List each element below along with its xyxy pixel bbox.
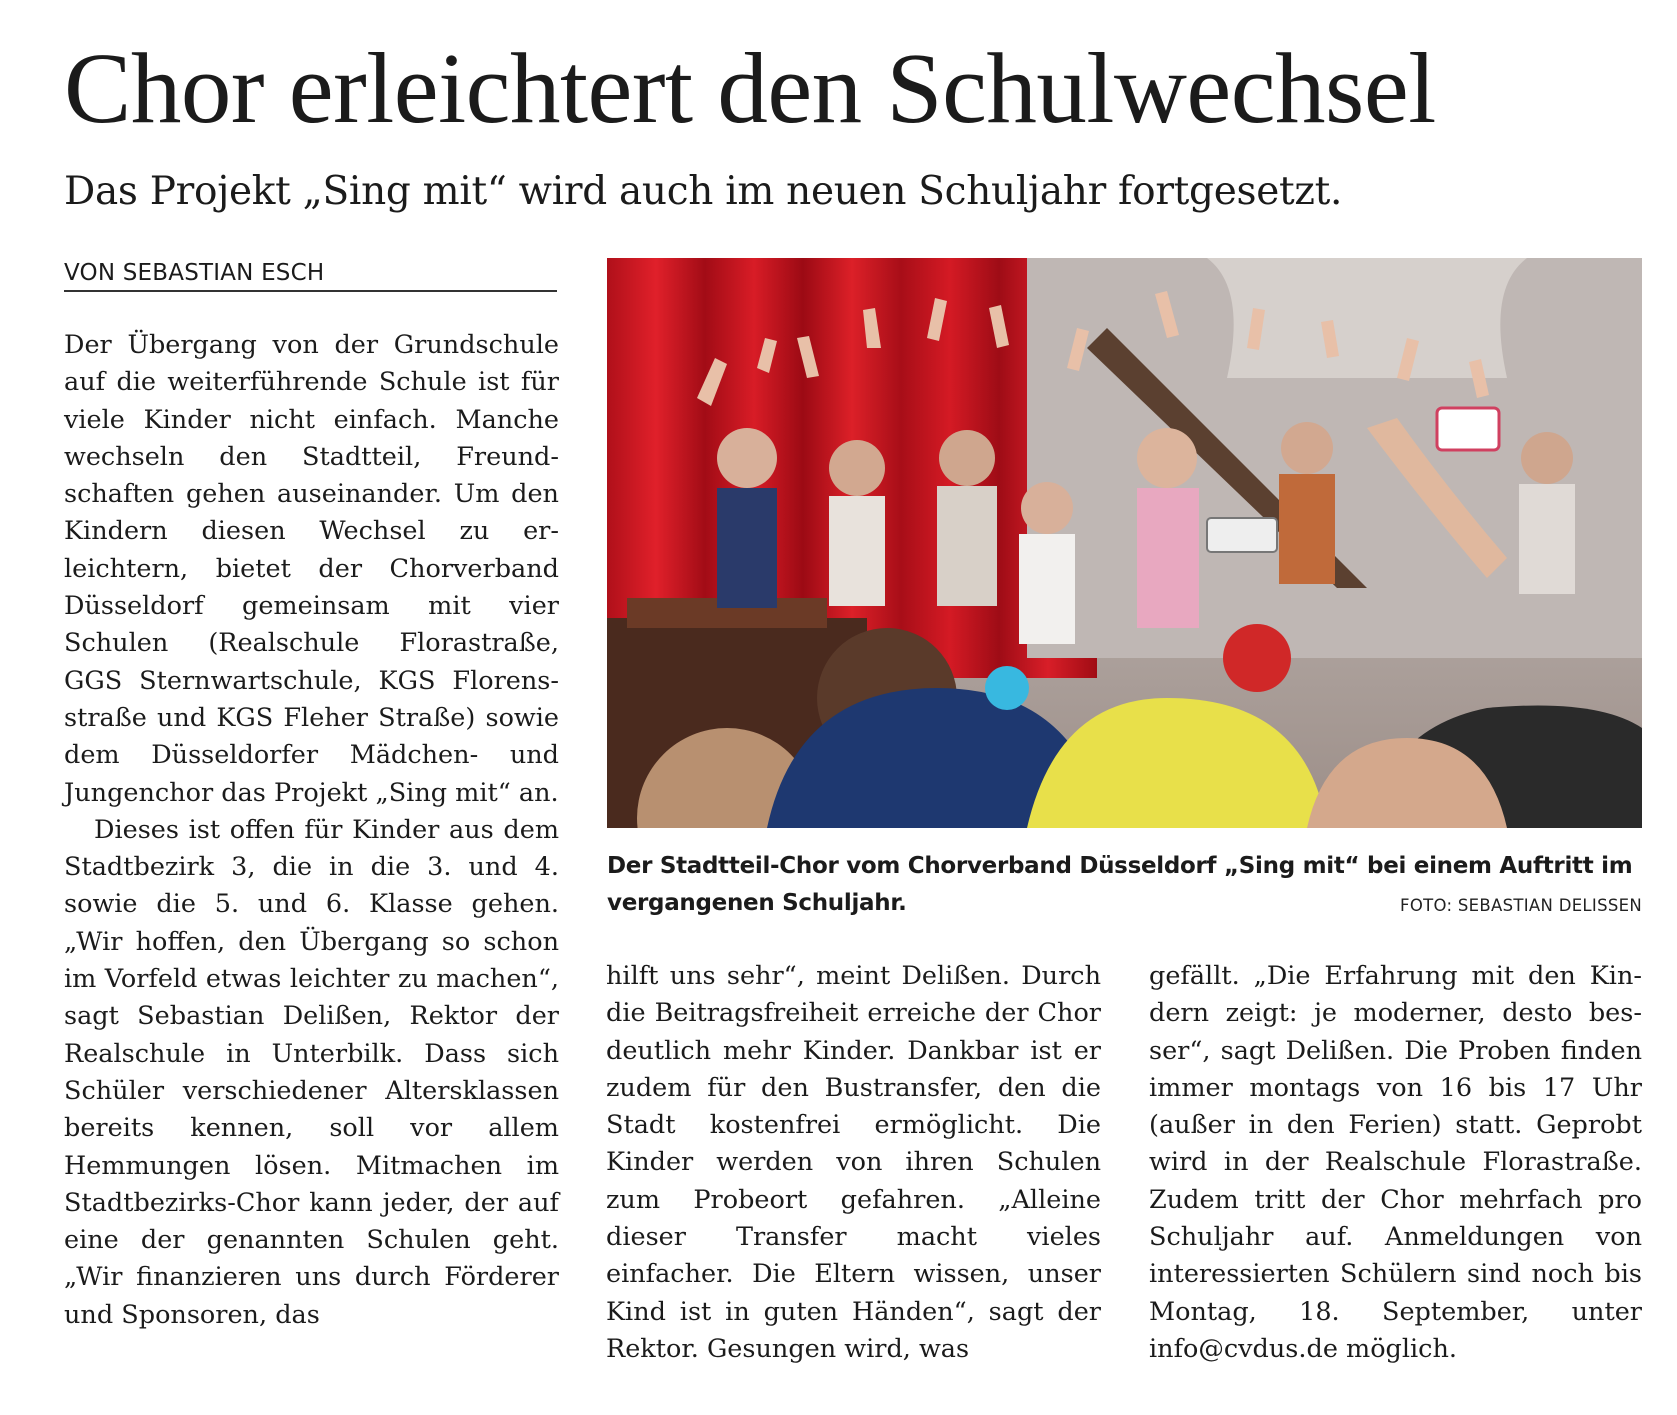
text-column-2 bbox=[606, 958, 1101, 1368]
photo-credit: FOTO: SEBASTIAN DELISSEN bbox=[1400, 896, 1642, 915]
choir-photo bbox=[607, 258, 1642, 828]
photo-caption-line-1: Der Stadtteil-Chor vom Chorverband Düsseldorf „Sing mit“ bei einem Auftritt im bbox=[607, 853, 1633, 879]
paragraph-intro: Der Übergang von der Grundschule auf die weiterführende Schule ist für viele Kinder nicht einfach. Manche wechseln den Stadtteil, Freundschaften gehen auseinander. Um den Kindern diesen Wechsel zu erleichtern, bietet der Chorverband Düsseldorf gemeinsam mit vier Schulen (Realschule Florastraße, GGS Sternwartschule, KGS Florensstraße und KGS Fleher Straße) sowie dem Düsseldorfer Mädchen- und Jungenchor das Projekt „Sing mit“ an. bbox=[64, 330, 559, 808]
paragraph-continued: hilft uns sehr“, meint Delißen. Durch die Beitragsfreiheit erreiche der Chor deutlich mehr Kinder. Dankbar ist er zudem für den Bustransfer, den die Stadt kostenfrei ermöglicht. Die Kinder werden von ihren Schulen zum Probeort gefahren. „Alleine dieser Transfer macht vieles einfacher. Die Eltern wissen, unser Kind ist in guten Händen“, sagt der Rektor. Gesungen wird, was bbox=[606, 961, 1101, 1364]
photo-caption-line-2: vergangenen Schuljahr. bbox=[607, 890, 907, 916]
choir-photo-illustration bbox=[607, 258, 1642, 828]
text-column-1 bbox=[64, 327, 559, 1334]
paragraph-closing: gefällt. „Die Erfahrung mit den Kindern zeigt: je moderner, desto besser“, sagt Delißen. Die Proben finden immer montags von 16 bis 17 Uhr (außer in den Ferien) statt. Geprobt wird in der Realschule Florastraße. Zudem tritt der Chor mehrfach pro Schuljahr auf. Anmeldungen von interessierten Schülern sind noch bis Montag, 18. September, unter info@cvdus.de möglich. bbox=[1149, 961, 1642, 1364]
subheadline: Das Projekt „Sing mit“ wird auch im neuen Schuljahr fortgesetzt. bbox=[64, 169, 1343, 214]
paragraph-second: Dieses ist offen für Kinder aus dem Stadtbezirk 3, die in die 3. und 4. sowie die 5. und 6. Klasse gehen. „Wir hoffen, den Übergang so schon im Vorfeld etwas leichter zu machen“, sagt Sebastian Delißen, Rektor der Realschule in Unterbilk. Dass sich Schüler verschiedener Altersklassen bereits kennen, soll vor allem Hemmungen lösen. Mitmachen im Stadtbezirks-Chor kann jeder, der auf eine der genannten Schulen geht. „Wir finanzieren uns durch Förderer und Sponsoren, das bbox=[64, 814, 559, 1330]
byline: VON SEBASTIAN ESCH bbox=[64, 256, 557, 292]
text-column-3 bbox=[1149, 958, 1642, 1368]
headline: Chor erleichtert den Schulwechsel bbox=[64, 32, 1436, 144]
